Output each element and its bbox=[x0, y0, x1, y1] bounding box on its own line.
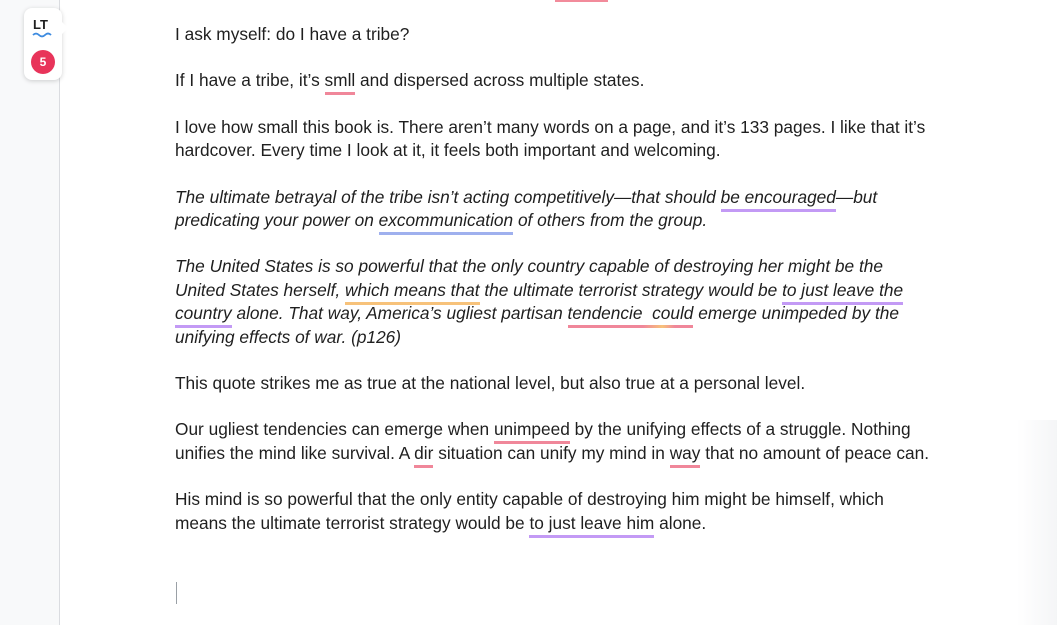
text-run: emerge unimpeded by the unifying effects of war. (p126) bbox=[175, 303, 900, 347]
text-run: If I have a tribe, it’s bbox=[175, 70, 325, 91]
document-body[interactable] bbox=[175, 23, 935, 558]
logo-lettering: LT bbox=[33, 17, 48, 32]
text-run: of others from the group. bbox=[513, 210, 708, 231]
edge-shadow bbox=[1017, 420, 1057, 625]
text-run: His mind is so powerful that the only entity capable of destroying him might be himself, which means the ultimate terrorist strategy would be bbox=[175, 489, 884, 533]
paragraph-1[interactable]: I ask myself: do I have a tribe? bbox=[175, 24, 410, 44]
paragraph-6[interactable]: This quote strikes me as true at the national level, but also true at a personal level. bbox=[175, 373, 806, 394]
issue-count-badge[interactable]: 5 bbox=[31, 50, 55, 74]
text-run: alone. bbox=[654, 512, 707, 533]
text-run: situation can unify my mind in bbox=[433, 442, 670, 463]
quote-paragraph-2[interactable] bbox=[175, 255, 935, 349]
text-run: —but predicating your power on bbox=[175, 186, 878, 231]
spelling-error[interactable]: unimpeed bbox=[494, 419, 570, 444]
text-run: The United States is so powerful that the only country capable of destroying her might be the United States herself, bbox=[175, 256, 883, 300]
spelling-error[interactable]: dir bbox=[414, 443, 433, 468]
paragraph-3[interactable]: I love how small this book is. There aren’t many words on a page, and it’s 133 pages. I like that it’s hardcover. Every time I look at it, it feels both important and welcoming. bbox=[175, 116, 926, 161]
text-run: alone. That way, America’s ugliest partisan bbox=[231, 303, 568, 324]
grammar-suggestion[interactable]: which means that bbox=[345, 280, 479, 305]
text-run: and dispersed across multiple states. bbox=[355, 70, 645, 91]
text-cursor bbox=[176, 582, 177, 604]
spelling-error[interactable]: tendencie could bbox=[568, 303, 694, 328]
text-run: by the unifying effects of a struggle. Nothing unifies the mind like survival. A bbox=[175, 419, 911, 463]
grammar-error[interactable]: way bbox=[670, 443, 701, 468]
text-run: The ultimate betrayal of the tribe isn’t acting competitively—that should bbox=[175, 186, 721, 207]
text-run: Our ugliest tendencies can emerge when bbox=[175, 419, 494, 440]
spelling-error[interactable]: smll bbox=[325, 70, 356, 95]
text-run: the ultimate terrorist strategy would be bbox=[479, 279, 783, 300]
paragraph-8[interactable] bbox=[175, 488, 935, 535]
word-choice-suggestion[interactable]: excommunication bbox=[379, 210, 513, 235]
paragraph-7[interactable] bbox=[175, 418, 935, 465]
languagetool-logo-icon bbox=[31, 16, 55, 42]
style-suggestion[interactable]: to just leave the country bbox=[175, 280, 903, 328]
text-run: that no amount of peace can. bbox=[700, 442, 930, 463]
quote-paragraph-1[interactable] bbox=[175, 186, 935, 233]
style-suggestion[interactable]: to just leave him bbox=[529, 513, 654, 538]
error-underline-mark[interactable] bbox=[555, 0, 608, 2]
style-suggestion[interactable]: be encouraged bbox=[721, 187, 836, 212]
paragraph-2[interactable] bbox=[175, 69, 935, 92]
languagetool-widget[interactable] bbox=[24, 8, 62, 80]
